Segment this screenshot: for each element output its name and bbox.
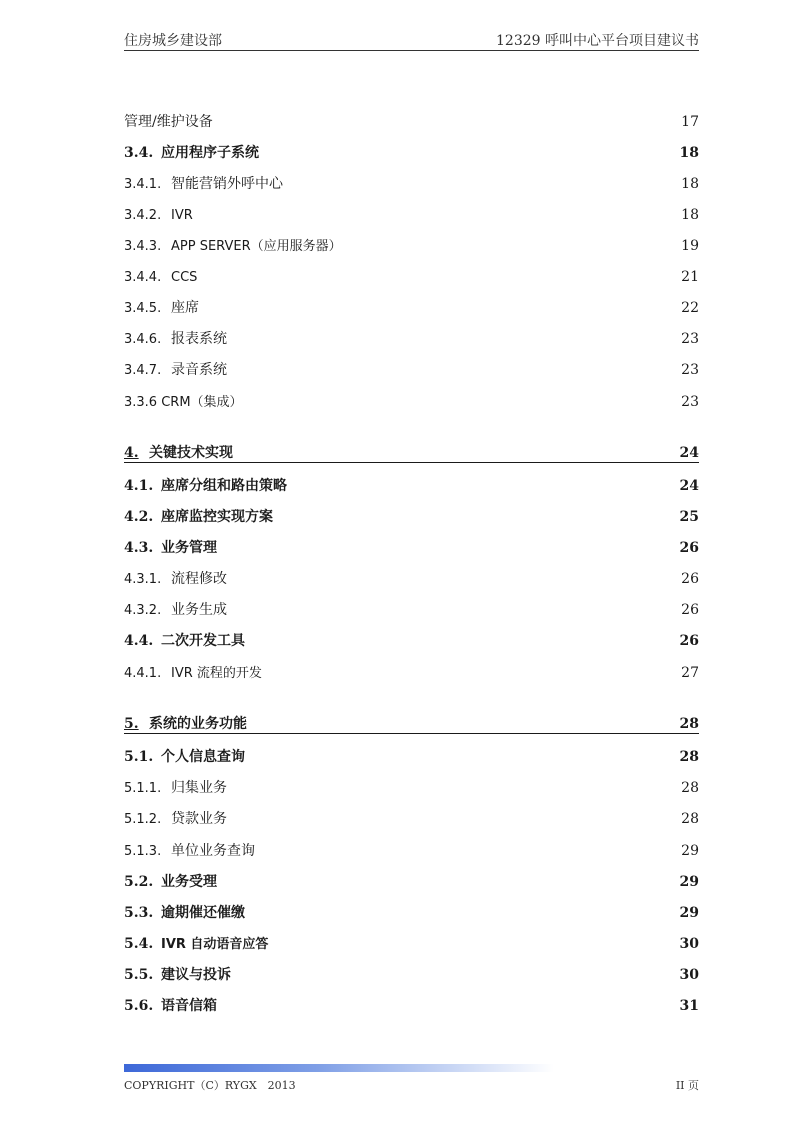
toc-entry-text bbox=[124, 871, 217, 893]
toc-entry[interactable] bbox=[124, 266, 699, 288]
toc-entry-title: 座席 bbox=[171, 300, 199, 316]
toc-entry-title: APP SERVER（应用服务器） bbox=[171, 239, 342, 254]
toc-entry-title: 业务管理 bbox=[161, 540, 217, 556]
toc-entry-text bbox=[124, 391, 243, 414]
toc-entry-number: 3.4.6. bbox=[124, 332, 162, 347]
toc-entry-text bbox=[124, 506, 273, 528]
toc-entry-title: 应用程序子系统 bbox=[161, 145, 259, 161]
toc-entry-page: 28 bbox=[679, 716, 699, 732]
toc-entry[interactable] bbox=[124, 173, 699, 195]
toc-entry-text bbox=[124, 235, 342, 258]
toc-entry-text bbox=[124, 933, 268, 956]
toc-entry-number: 4.4. bbox=[124, 633, 154, 649]
toc-entry-page: 30 bbox=[679, 936, 699, 952]
toc-entry[interactable] bbox=[124, 506, 699, 528]
toc-entry-number: 5.2. bbox=[124, 874, 154, 890]
toc-entry-number: 4.4.1. bbox=[124, 666, 162, 681]
toc-entry-text bbox=[124, 328, 227, 351]
toc-entry-title: 语音信箱 bbox=[161, 998, 217, 1014]
footer-accent-bar bbox=[124, 1064, 554, 1072]
toc-entry-page: 22 bbox=[681, 300, 699, 316]
toc-entry-page: 26 bbox=[681, 571, 699, 587]
toc-entry-text bbox=[124, 442, 233, 464]
toc-entry-number: 5.6. bbox=[124, 998, 154, 1014]
toc-entry[interactable] bbox=[124, 111, 699, 133]
toc-entry-title: 归集业务 bbox=[171, 780, 227, 796]
toc-entry-page: 18 bbox=[679, 145, 699, 161]
toc-entry-title: 智能营销外呼中心 bbox=[171, 176, 283, 192]
toc-entry-title: 流程修改 bbox=[171, 571, 227, 587]
toc-entry-title: 报表系统 bbox=[171, 331, 227, 347]
toc-entry-text bbox=[124, 599, 227, 622]
toc-entry[interactable] bbox=[124, 391, 699, 413]
toc-entry-page: 31 bbox=[679, 998, 699, 1014]
toc-entry-title: 逾期催还催缴 bbox=[161, 905, 245, 921]
toc-entry-page: 23 bbox=[681, 394, 699, 410]
toc-entry[interactable] bbox=[124, 475, 699, 497]
toc-entry[interactable] bbox=[124, 808, 699, 830]
toc-entry-text bbox=[124, 142, 259, 164]
toc-entry-text bbox=[124, 662, 262, 685]
toc-entry-text bbox=[124, 630, 245, 652]
footer-copyright: COPYRIGHT（C）RYGX 2013 bbox=[124, 1079, 296, 1092]
toc-entry-number: 3.4.4. bbox=[124, 270, 162, 285]
toc-entry-number: 4.2. bbox=[124, 509, 154, 525]
toc-entry[interactable] bbox=[124, 840, 699, 862]
toc-entry-number: 3.4.1. bbox=[124, 177, 162, 192]
toc-entry-page: 28 bbox=[679, 749, 699, 765]
header-doc-title: 12329 呼叫中心平台项目建议书 bbox=[496, 33, 699, 49]
toc-entry-text bbox=[124, 173, 283, 196]
toc-entry-text bbox=[124, 359, 227, 382]
toc-entry-page: 28 bbox=[681, 811, 699, 827]
toc-entry-page: 21 bbox=[681, 269, 699, 285]
toc-entry-number: 5.1.1. bbox=[124, 781, 162, 796]
toc-entry-number: 3.4.3. bbox=[124, 239, 162, 254]
toc-entry-title: 座席分组和路由策略 bbox=[161, 478, 287, 494]
toc-entry-number: 5.3. bbox=[124, 905, 154, 921]
toc-entry-page: 26 bbox=[679, 633, 699, 649]
toc-entry-page: 30 bbox=[679, 967, 699, 983]
toc-entry-number: 5.1. bbox=[124, 749, 154, 765]
toc-entry-page: 24 bbox=[679, 445, 699, 461]
toc-entry-text bbox=[124, 995, 217, 1017]
toc-entry-title: CCS bbox=[171, 270, 198, 285]
toc-entry-title: IVR 流程的开发 bbox=[171, 666, 262, 681]
toc-entry-title: IVR bbox=[171, 208, 193, 223]
toc-entry-text bbox=[124, 777, 227, 800]
toc-entry-number: 4.1. bbox=[124, 478, 154, 494]
toc-entry[interactable] bbox=[124, 328, 699, 350]
toc-entry-text bbox=[124, 111, 213, 133]
toc-entry-page: 18 bbox=[681, 176, 699, 192]
toc-entry-number: 4.3.1. bbox=[124, 572, 162, 587]
toc-entry-page: 23 bbox=[681, 362, 699, 378]
toc-entry[interactable] bbox=[124, 871, 699, 893]
toc-entry-number: 5.1.3. bbox=[124, 844, 162, 859]
toc-entry-title: 业务受理 bbox=[161, 874, 217, 890]
toc-entry-text bbox=[124, 297, 199, 320]
toc-entry-title: IVR 自动语音应答 bbox=[161, 937, 269, 952]
toc-entry-text bbox=[124, 964, 231, 986]
toc-entry[interactable] bbox=[124, 662, 699, 684]
toc-entry-number: 5.4. bbox=[124, 936, 154, 952]
toc-entry[interactable] bbox=[124, 746, 699, 768]
toc-entry-page: 25 bbox=[679, 509, 699, 525]
toc-entry-text bbox=[124, 808, 227, 831]
toc-entry-title: 3.3.6 CRM（集成） bbox=[124, 395, 243, 410]
toc-entry-title: 建议与投诉 bbox=[161, 967, 231, 983]
toc-entry-number: 3.4.5. bbox=[124, 301, 162, 316]
toc-entry-page: 24 bbox=[679, 478, 699, 494]
toc-entry-title: 关键技术实现 bbox=[149, 445, 233, 461]
toc-entry-text bbox=[124, 902, 245, 924]
toc-entry[interactable] bbox=[124, 964, 699, 986]
toc-entry[interactable] bbox=[124, 995, 699, 1017]
toc-entry-page: 27 bbox=[681, 665, 699, 681]
toc-entry-page: 29 bbox=[679, 874, 699, 890]
toc-entry[interactable] bbox=[124, 713, 699, 734]
toc-entry-title: 单位业务查询 bbox=[171, 843, 255, 859]
toc-entry-text bbox=[124, 840, 255, 863]
toc-entry-page: 26 bbox=[681, 602, 699, 618]
toc-entry[interactable] bbox=[124, 204, 699, 226]
toc-entry[interactable] bbox=[124, 599, 699, 621]
toc-entry-text bbox=[124, 266, 197, 289]
toc-entry-title: 系统的业务功能 bbox=[149, 716, 247, 732]
page-footer bbox=[124, 1077, 699, 1093]
toc-entry-number: 4.3.2. bbox=[124, 603, 162, 618]
toc-entry-number: 4.3. bbox=[124, 540, 154, 556]
toc-entry-number: 5. bbox=[124, 716, 139, 732]
toc-entry-page: 18 bbox=[681, 207, 699, 223]
toc-entry-text bbox=[124, 746, 245, 768]
toc-entry[interactable] bbox=[124, 297, 699, 319]
toc-entry[interactable] bbox=[124, 933, 699, 955]
toc-entry-text bbox=[124, 568, 227, 591]
toc-entry-text bbox=[124, 475, 287, 497]
toc-entry[interactable] bbox=[124, 568, 699, 590]
toc-entry-title: 业务生成 bbox=[171, 602, 227, 618]
toc-entry-page: 26 bbox=[679, 540, 699, 556]
footer-page-number: II 页 bbox=[675, 1079, 699, 1092]
toc-entry-number: 3.4.7. bbox=[124, 363, 162, 378]
toc-entry-title: 管理/维护设备 bbox=[124, 114, 213, 130]
toc-entry-page: 17 bbox=[681, 114, 699, 130]
toc-entry-page: 23 bbox=[681, 331, 699, 347]
toc-entry[interactable] bbox=[124, 537, 699, 559]
toc-entry-title: 个人信息查询 bbox=[161, 749, 245, 765]
toc-entry-number: 4. bbox=[124, 445, 139, 461]
toc-entry-number: 5.1.2. bbox=[124, 812, 162, 827]
toc-entry-title: 贷款业务 bbox=[171, 811, 227, 827]
toc-entry[interactable] bbox=[124, 777, 699, 799]
toc-entry[interactable] bbox=[124, 142, 699, 164]
toc-entry-text bbox=[124, 204, 193, 227]
toc-entry-page: 28 bbox=[681, 780, 699, 796]
toc-entry[interactable] bbox=[124, 235, 699, 257]
toc-entry[interactable] bbox=[124, 359, 699, 381]
toc-entry-title: 二次开发工具 bbox=[161, 633, 245, 649]
header-org: 住房城乡建设部 bbox=[124, 33, 222, 49]
toc-entry-number: 5.5. bbox=[124, 967, 154, 983]
toc-entry[interactable] bbox=[124, 630, 699, 652]
toc-entry-title: 录音系统 bbox=[171, 362, 227, 378]
toc-entry-number: 3.4.2. bbox=[124, 208, 162, 223]
toc-entry-text bbox=[124, 713, 247, 735]
toc-entry-text bbox=[124, 537, 217, 559]
toc-entry-page: 19 bbox=[681, 238, 699, 254]
toc-entry[interactable] bbox=[124, 442, 699, 463]
toc-entry-page: 29 bbox=[681, 843, 699, 859]
toc-entry[interactable] bbox=[124, 902, 699, 924]
toc-entry-page: 29 bbox=[679, 905, 699, 921]
toc-entry-title: 座席监控实现方案 bbox=[161, 509, 273, 525]
toc-entry-number: 3.4. bbox=[124, 145, 154, 161]
page-header bbox=[124, 30, 699, 51]
